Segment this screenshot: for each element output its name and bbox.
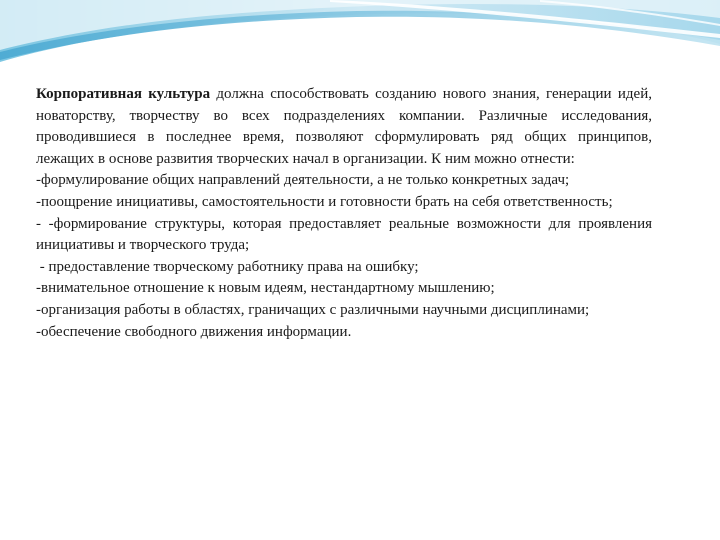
body-text: [36, 84, 652, 343]
header-wave-decoration: [0, 0, 720, 80]
list-item: -организация работы в областях, граничащих с различными научными дисциплинами;: [36, 301, 590, 318]
list-item: -поощрение инициативы, самостоятельности и готовности брать на себя ответственность;: [36, 193, 613, 210]
list-item: -формулирование общих направлений деятельности, а не только конкретных задач;: [36, 172, 570, 189]
list-item: -обеспечение свободного движения информации.: [36, 323, 352, 340]
intro-lead: Корпоративная культура: [36, 86, 211, 102]
intro-paragraph: [36, 84, 652, 170]
intro-rest: должна способствовать созданию нового знания, генерации идей, новаторству, творчеству во всех подразделениях компании. Различные исследования, проводившиеся в последнее время, позволяют сформулировать ряд общих принципов, лежащих в основе развития творческих начал в организации. К ним можно отнести:: [36, 86, 652, 167]
list-item: - предоставление творческому работнику права на ошибку;: [36, 258, 419, 275]
list-item: - -формирование структуры, которая предоставляет реальные возможности для проявления инициативы и творческого труда;: [36, 215, 652, 254]
list-item: -внимательное отношение к новым идеям, нестандартному мышлению;: [36, 280, 495, 297]
